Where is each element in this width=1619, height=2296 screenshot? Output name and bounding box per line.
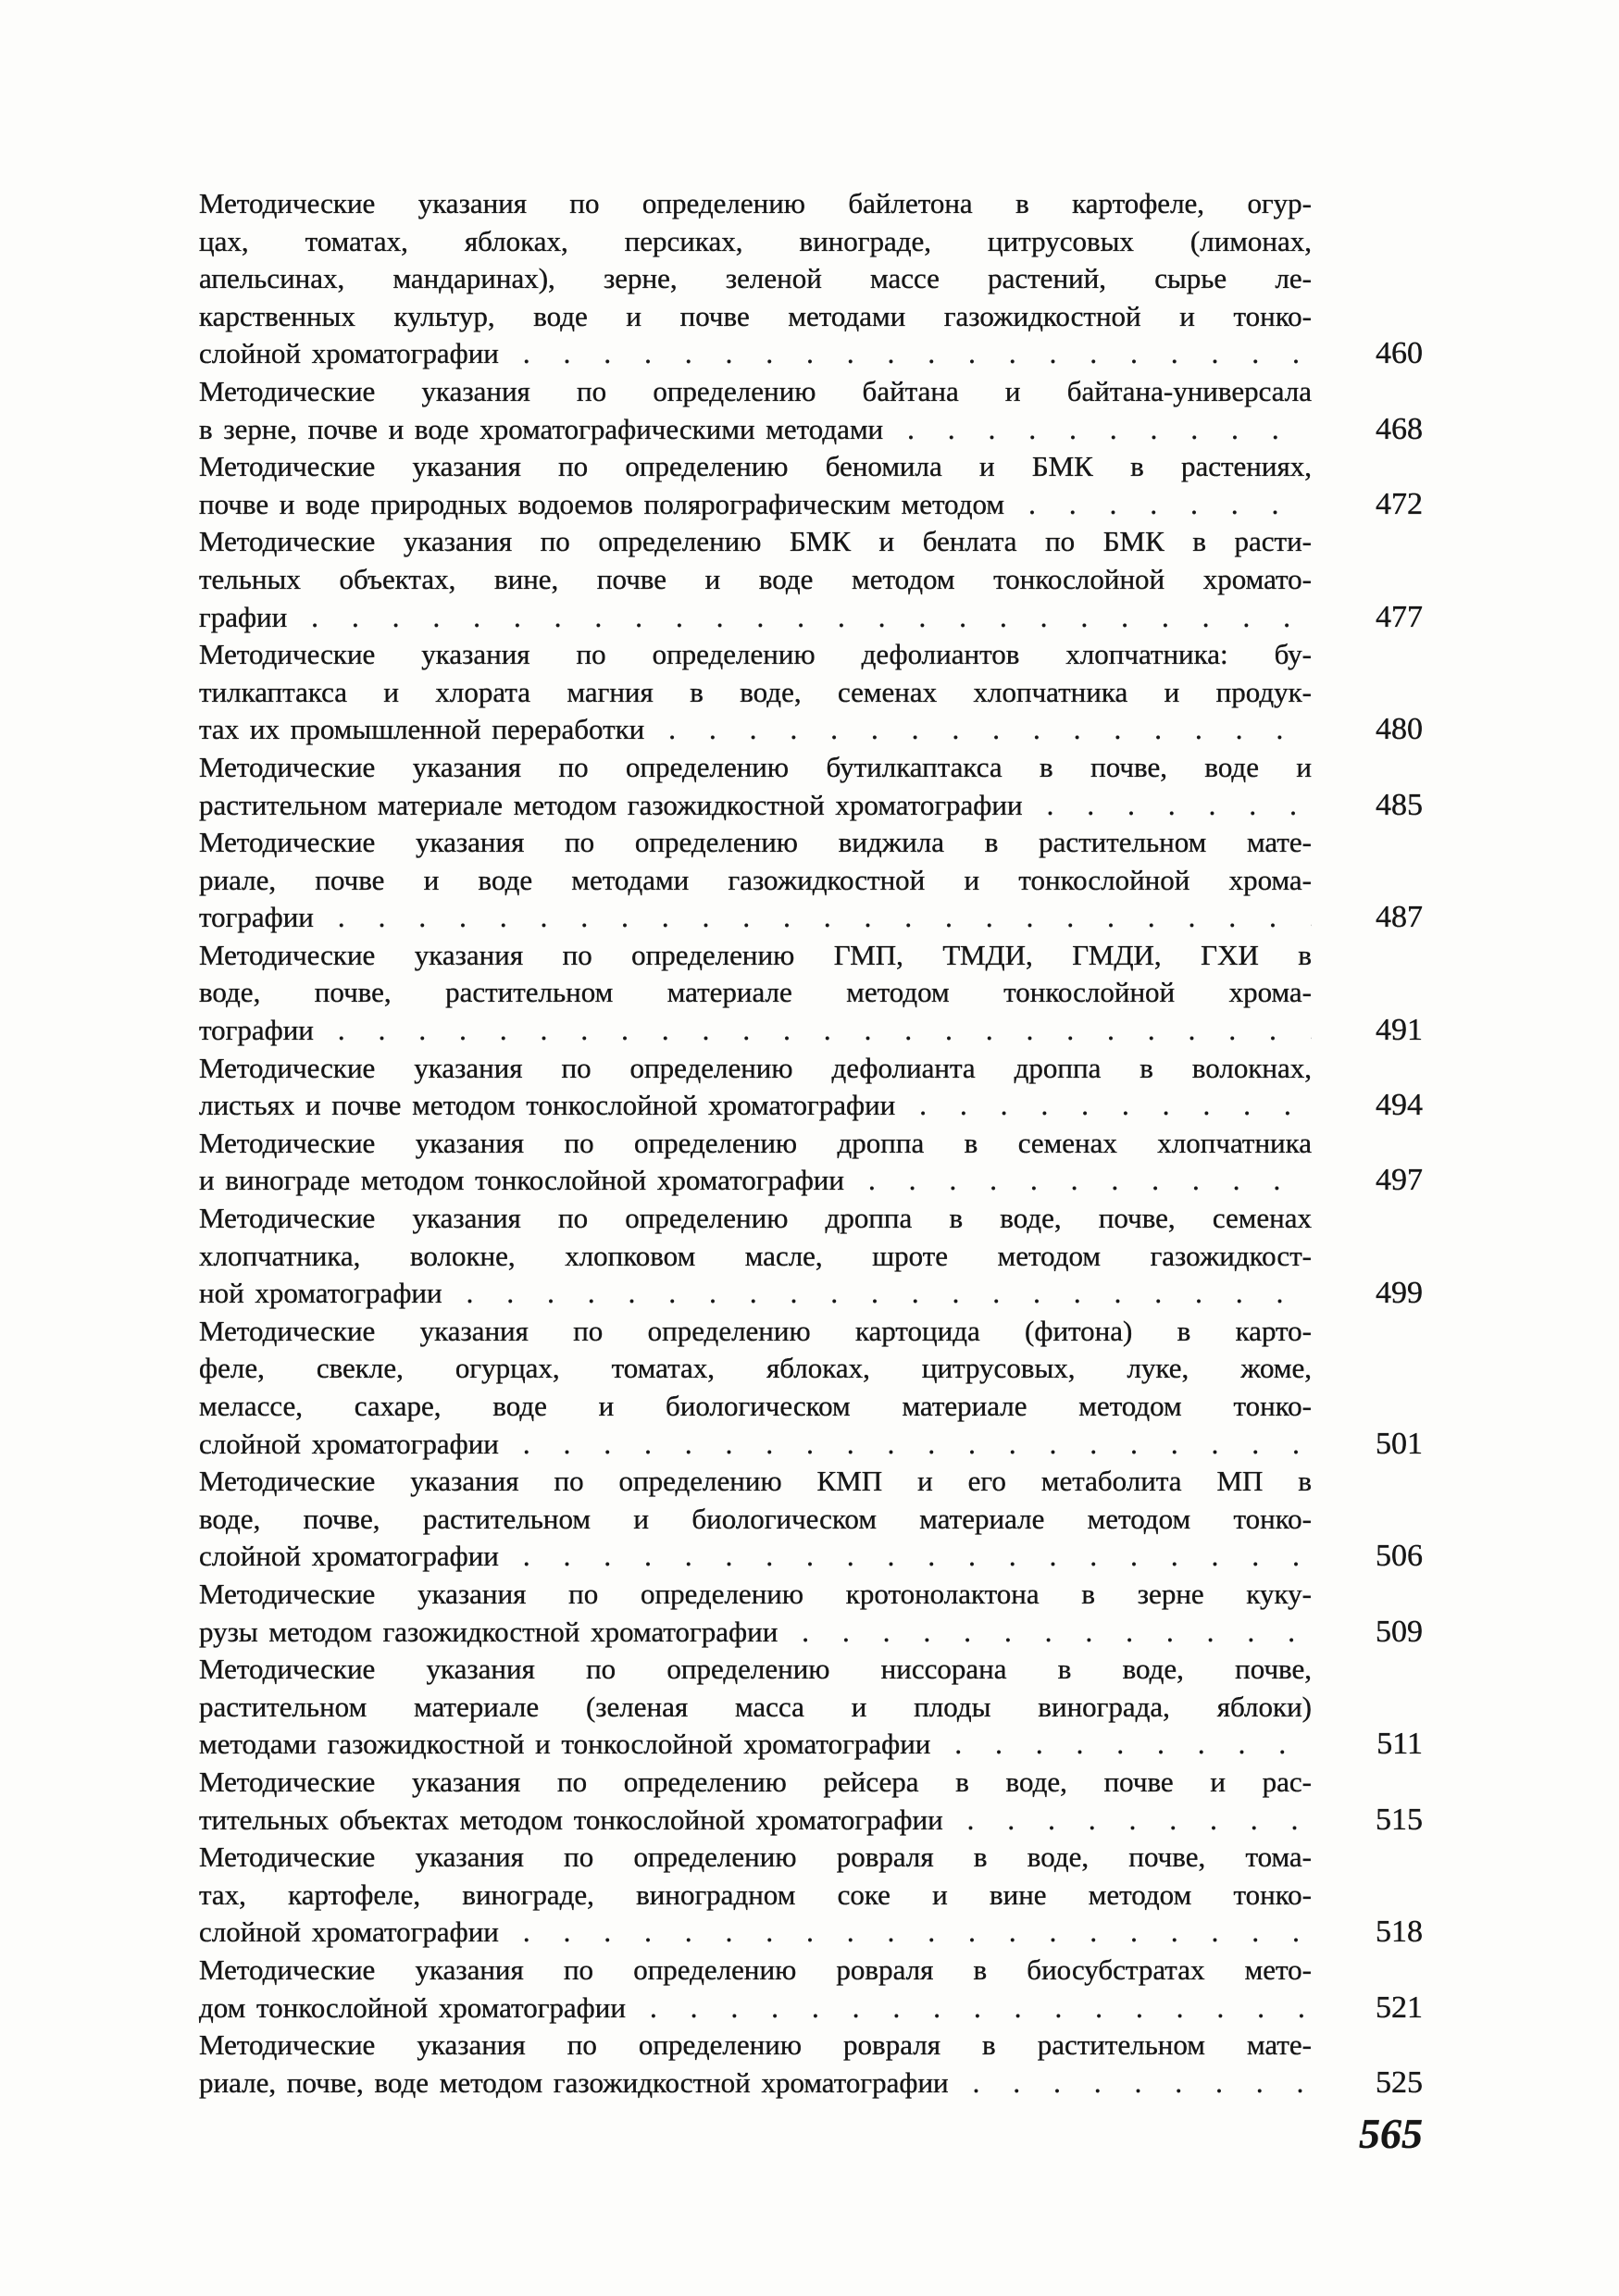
toc-entry-page-number: 497 (1376, 1163, 1423, 1198)
dot-leader (338, 1012, 1312, 1050)
toc-entry-text (199, 1651, 1312, 1764)
toc-entry (199, 1576, 1423, 1651)
toc-entry-text (199, 1839, 1312, 1952)
toc-entry-line: Методические указания по определению БМК и бенлата по БМК в расти- (199, 525, 1312, 558)
toc-entry-line: Методические указания по определению ГМП, ТМДИ, ГМДИ, ГХИ в (199, 938, 1312, 971)
toc-entry-page-number: 477 (1376, 599, 1423, 634)
toc-entry-last-line (199, 1275, 1312, 1313)
toc-entry (199, 1050, 1423, 1125)
toc-entry-last-line-text: графии (199, 600, 288, 633)
toc-entry-line: тилкаптакса и хлората магния в воде, семенах хлопчатника и продук- (199, 675, 1312, 708)
toc-entry-text (199, 1576, 1312, 1651)
page-number: 565 (1359, 2110, 1423, 2157)
toc-entry-last-line (199, 599, 1312, 637)
toc-entry-line: тах, картофеле, винограде, виноградном соке и вине методом тонко- (199, 1878, 1312, 1911)
toc-entry-line: апельсинах, мандаринах), зерне, зеленой массе растений, сырье ле- (199, 262, 1312, 295)
dot-leader (311, 599, 1312, 637)
toc-entry-line: Методические указания по определению беномила и БМК в растениях, (199, 450, 1312, 483)
toc-entry-page-number: 521 (1376, 1990, 1423, 2025)
toc-entry-text (199, 1200, 1312, 1313)
dot-leader (1028, 486, 1312, 524)
dot-leader (650, 1990, 1312, 2028)
toc-entry-last-line-text: слойной хроматографии (199, 1915, 499, 1949)
toc-entry-last-line-text: слойной хроматографии (199, 1540, 499, 1573)
toc-entry-line: Методические указания по определению дроппа в воде, почве, семенах (199, 1202, 1312, 1235)
toc-entry-page-number: 468 (1376, 411, 1423, 446)
toc-entry-line: Методические указания по определению КМП и его метаболита МП в (199, 1465, 1312, 1498)
toc-entry-last-line (199, 1914, 1312, 1952)
toc-entry-line: карственных культур, воде и почве методами газожидкостной и тонко- (199, 299, 1312, 332)
toc-entry (199, 2027, 1423, 2102)
toc-entry-last-line (199, 1614, 1312, 1652)
toc-entry-line: Методические указания по определению ровраля в воде, почве, тома- (199, 1841, 1312, 1874)
toc-entry-line: Методические указания по определению байтана и байтана-универсала (199, 374, 1312, 407)
dot-leader (973, 2065, 1312, 2103)
toc-entry-text (199, 185, 1312, 373)
toc-entry-last-line (199, 711, 1312, 749)
toc-entry-text (199, 1125, 1312, 1200)
dot-leader (668, 711, 1312, 749)
toc-entry-page-number: 525 (1376, 2065, 1423, 2100)
toc-entry (199, 523, 1423, 636)
toc-entry-line: растительном материале (зеленая масса и плоды винограда, яблоки) (199, 1690, 1312, 1723)
toc-entry-line: воде, почве, растительном материале методом тонкослойной хрома- (199, 976, 1312, 1009)
toc-entry-line: Методические указания по определению кротонолактона в зерне куку- (199, 1577, 1312, 1610)
toc-entry-page-number: 515 (1376, 1802, 1423, 1837)
toc-entry-text (199, 1313, 1312, 1463)
dot-leader (338, 899, 1312, 937)
toc-entry-page-number: 506 (1376, 1539, 1423, 1574)
dot-leader (523, 335, 1312, 373)
toc-entry-last-line-text: листьях и почве методом тонкослойной хроматографии (199, 1089, 896, 1122)
toc-entry-last-line-text: рузы методом газожидкостной хроматографии (199, 1615, 778, 1648)
toc-entry-text (199, 448, 1312, 523)
toc-entry (199, 1200, 1423, 1313)
toc-entry-line: Методические указания по определению байлетона в картофеле, огур- (199, 187, 1312, 219)
toc-entry-text (199, 1764, 1312, 1839)
toc-entry-text (199, 636, 1312, 749)
toc-entry-page-number: 518 (1376, 1915, 1423, 1950)
toc-entry-page-number: 472 (1376, 486, 1423, 521)
toc-entry-page-number: 485 (1376, 787, 1423, 822)
toc-entry-text (199, 373, 1312, 448)
toc-entry-text (199, 523, 1312, 636)
toc-entry-text (199, 749, 1312, 824)
toc-entry (199, 937, 1423, 1050)
dot-leader (1047, 787, 1312, 825)
toc-entry-text (199, 2027, 1312, 2102)
toc-entry-text (199, 937, 1312, 1050)
toc-entry-line: хлопчатника, волокне, хлопковом масле, шроте методом газожидкост- (199, 1239, 1312, 1272)
toc-entry (199, 1463, 1423, 1576)
toc-entry-last-line-text: в зерне, почве и воде хроматографическими методами (199, 412, 884, 445)
toc-entry-last-line-text: слойной хроматографии (199, 1427, 499, 1460)
toc-entry-text (199, 1463, 1312, 1576)
toc-entry-last-line (199, 1426, 1312, 1464)
dot-leader (467, 1275, 1312, 1313)
dot-leader (523, 1426, 1312, 1464)
toc-entry-last-line (199, 1162, 1312, 1200)
toc-entry-text (199, 1050, 1312, 1125)
toc-entry (199, 448, 1423, 523)
toc-entry-line: тельных объектах, вине, почве и воде методом тонкослойной хромато- (199, 562, 1312, 595)
toc-entry-last-line-text: тографии (199, 1014, 314, 1047)
dot-leader (907, 411, 1312, 449)
toc-entry-last-line-text: тительных объектах методом тонкослойной хроматографии (199, 1803, 943, 1836)
toc-entry-line: цах, томатах, яблоках, персиках, винограде, цитрусовых (лимонах, (199, 224, 1312, 257)
dot-leader (523, 1914, 1312, 1952)
toc-entry (199, 636, 1423, 749)
toc-entry-last-line-text: почве и воде природных водоемов полярографическим методом (199, 487, 1005, 520)
toc-entry-line: Методические указания по определению картоцида (фитона) в карто- (199, 1314, 1312, 1347)
toc-entry-line: Методические указания по определению ровраля в биосубстратах мето- (199, 1953, 1312, 1986)
toc-entry-page-number: 460 (1376, 336, 1423, 371)
toc-entry-page-number: 487 (1376, 900, 1423, 935)
dot-leader (523, 1538, 1312, 1576)
toc-entry-last-line-text: тографии (199, 901, 314, 934)
dot-leader (967, 1802, 1312, 1840)
toc-entry-page-number: 491 (1376, 1013, 1423, 1048)
toc-entry (199, 185, 1423, 373)
toc-entry (199, 1839, 1423, 1952)
toc-entry-last-line-text: дом тонкослойной хроматографии (199, 1990, 626, 2024)
dot-leader (868, 1162, 1312, 1200)
toc-entry-last-line (199, 335, 1312, 373)
toc-entry-page-number: 501 (1376, 1426, 1423, 1461)
toc-entry-last-line-text: ной хроматографии (199, 1277, 442, 1310)
toc-entry (199, 749, 1423, 824)
toc-entry-last-line (199, 411, 1312, 449)
toc-entry (199, 1764, 1423, 1839)
toc-entry-line: воде, почве, растительном и биологическом материале методом тонко- (199, 1502, 1312, 1535)
toc-entry-last-line-text: методами газожидкостной и тонкослойной хроматографии (199, 1728, 931, 1761)
toc-entry-text (199, 824, 1312, 937)
toc-entry-line: Методические указания по определению бутилкаптакса в почве, воде и (199, 750, 1312, 783)
toc-entry-page-number: 499 (1376, 1276, 1423, 1311)
toc-entry-last-line (199, 1087, 1312, 1125)
toc-entry-last-line-text: растительном материале методом газожидкостной хроматографии (199, 788, 1023, 821)
toc-entry (199, 373, 1423, 448)
toc-entry-last-line (199, 1538, 1312, 1576)
toc-entry-last-line (199, 1012, 1312, 1050)
toc-entry-page-number: 494 (1376, 1088, 1423, 1123)
toc-entry (199, 1651, 1423, 1764)
toc-entry-text (199, 1952, 1312, 2027)
toc-list (199, 185, 1423, 2102)
toc-entry-page-number: 511 (1376, 1727, 1423, 1762)
toc-entry (199, 1313, 1423, 1463)
toc-entry-line: мелассе, сахаре, воде и биологическом материале методом тонко- (199, 1390, 1312, 1422)
toc-entry-page-number: 509 (1376, 1614, 1423, 1649)
toc-entry-line: риале, почве и воде методами газожидкостной и тонкослойной хрома- (199, 863, 1312, 896)
toc-entry-last-line-text: слойной хроматографии (199, 337, 499, 370)
toc-entry-last-line-text: тах их промышленной переработки (199, 713, 645, 746)
dot-leader (919, 1087, 1312, 1125)
toc-entry-last-line (199, 1802, 1312, 1840)
dot-leader (954, 1726, 1312, 1764)
toc-entry-line: Методические указания по определению дроппа в семенах хлопчатника (199, 1126, 1312, 1159)
toc-entry-line: Методические указания по определению рейсера в воде, почве и рас- (199, 1765, 1312, 1798)
toc-entry-last-line-text: риале, почве, воде методом газожидкостной хроматографии (199, 2065, 949, 2099)
toc-entry-last-line (199, 787, 1312, 825)
toc-entry (199, 824, 1423, 937)
toc-entry-last-line (199, 1726, 1312, 1764)
toc-entry-line: феле, свекле, огурцах, томатах, яблоках, цитрусовых, луке, жоме, (199, 1352, 1312, 1385)
toc-entry (199, 1952, 1423, 2027)
toc-entry-line: Методические указания по определению виджила в растительном мате- (199, 826, 1312, 859)
toc-entry-last-line (199, 899, 1312, 937)
toc-entry-line: Методические указания по определению дефолиантов хлопчатника: бу- (199, 638, 1312, 671)
toc-entry-line: Методические указания по определению ниссорана в воде, почве, (199, 1653, 1312, 1686)
toc-entry-page-number: 480 (1376, 712, 1423, 747)
toc-entry (199, 1125, 1423, 1200)
toc-entry-last-line (199, 486, 1312, 524)
toc-entry-last-line (199, 2065, 1312, 2103)
toc-entry-last-line-text: и винограде методом тонкослойной хроматографии (199, 1164, 844, 1197)
dot-leader (802, 1614, 1312, 1652)
toc-entry-last-line (199, 1990, 1312, 2028)
toc-entry-line: Методические указания по определению ровраля в растительном мате- (199, 2028, 1312, 2062)
toc-entry-line: Методические указания по определению дефолианта дроппа в волокнах, (199, 1051, 1312, 1084)
